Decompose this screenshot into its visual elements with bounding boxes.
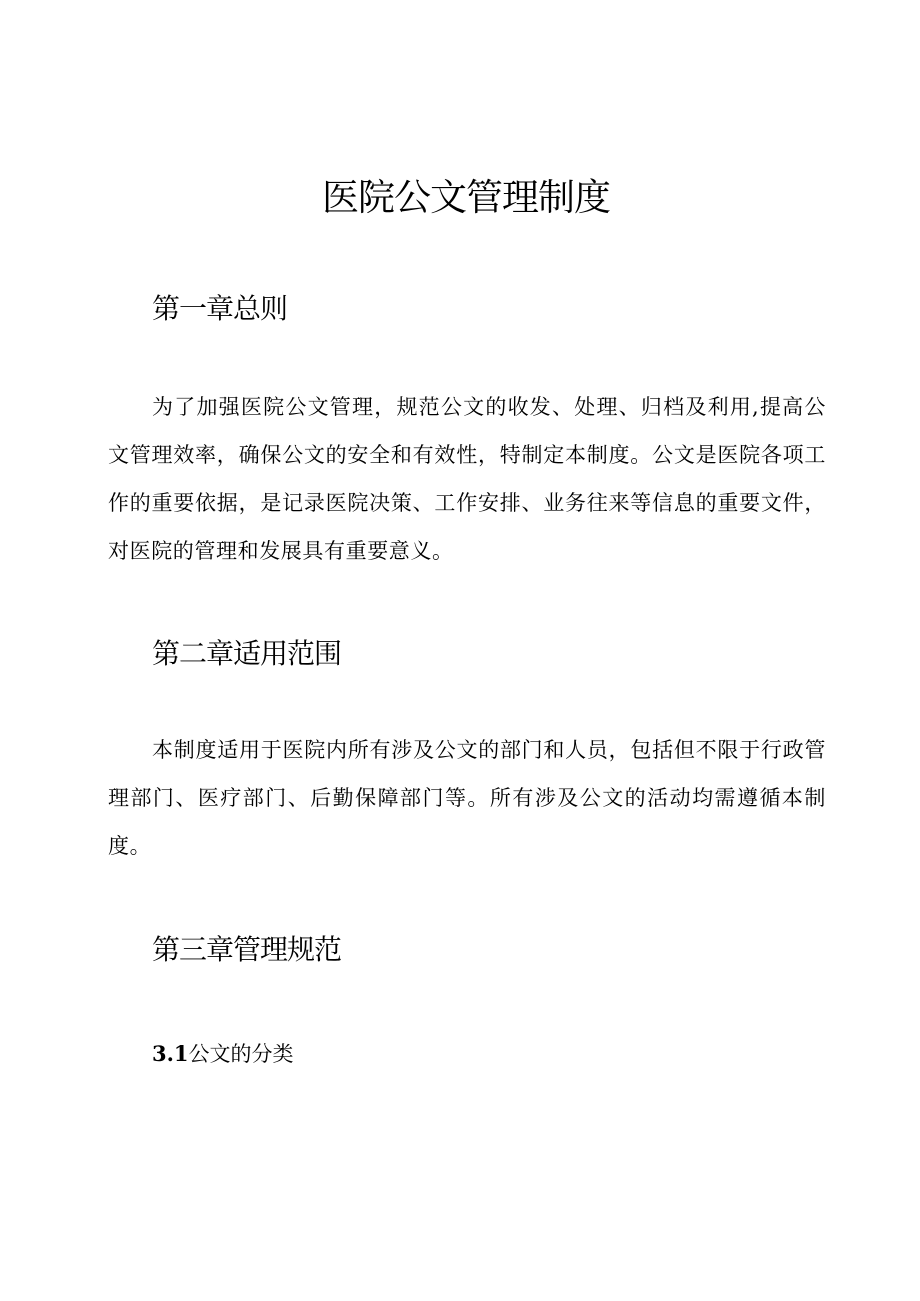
subsection-title: 公文的分类: [188, 1042, 294, 1066]
document-title: 医院公文管理制度: [322, 176, 610, 219]
chapter-paragraph-scope: 本制度适用于医院内所有涉及公文的部门和人员，包括但不限于行政管理部门、医疗部门、后勤保障部门等。所有涉及公文的活动均需遵循本制度。: [108, 738, 826, 858]
chapter-heading-management: 第三章管理规范: [152, 933, 342, 966]
subsection-heading: [152, 1036, 294, 1072]
chapter-paragraph-general: 为了加强医院公文管理，规范公文的收发、处理、归档及利用,提高公文管理效率，确保公文的安全和有效性，特制定本制度。公文是医院各项工作的重要依据，是记录医院决策、工作安排、业务往来等信息的重要文件，对医院的管理和发展具有重要意义。: [108, 395, 826, 563]
chapter-heading-general: 第一章总则: [152, 292, 288, 325]
chapter-heading-scope: 第二章适用范围: [152, 637, 342, 670]
subsection-number: 3.1: [152, 1041, 189, 1066]
